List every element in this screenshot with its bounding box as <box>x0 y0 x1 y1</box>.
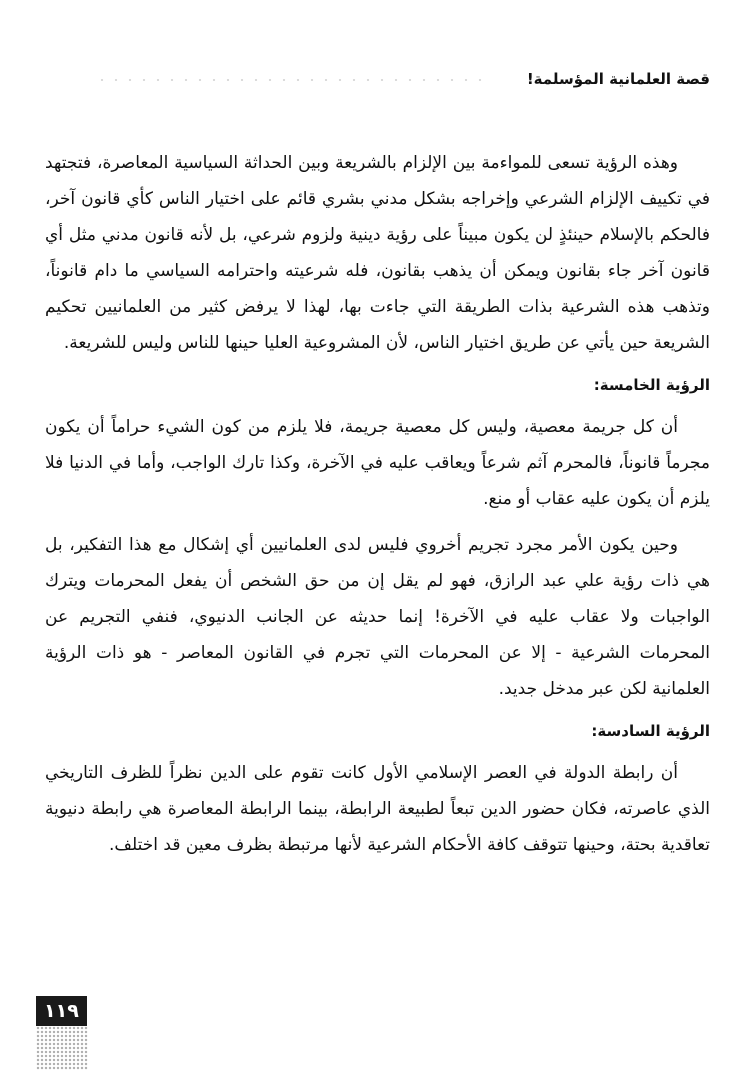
page-number-badge: ١١٩ <box>36 996 87 1026</box>
section-heading-sixth-view: الرؤية السادسة: <box>591 722 710 740</box>
section-heading-fifth-view: الرؤية الخامسة: <box>593 376 710 394</box>
page-body <box>45 145 710 863</box>
paragraph-3: وحين يكون الأمر مجرد تجريم أخروي فليس لدى العلمانيين أي إشكال مع هذا التفكير، بل هي ذات رؤية علي عبد الرازق، فهو لم يقل إن من حق الشخص أن يفعل المحرمات ويترك الواجبات ولا عقاب عليه في الآخرة! إنما حديثه عن الجانب الدنيوي، فنفي التجريم عن المحرمات الشرعية - إلا عن المحرمات التي تجرم في القانون المعاصر - هو ذات الرؤية العلمانية لكن عبر مدخل جديد. <box>45 535 710 699</box>
running-header-title: قصة العلمانية المؤسلمة! <box>526 70 710 88</box>
page-number-decorative-pattern <box>36 1026 88 1070</box>
header-decorative-rule <box>95 79 490 81</box>
paragraph-1: وهذه الرؤية تسعى للمواءمة بين الإلزام بالشريعة وبين الحداثة السياسية المعاصرة، فتجتهد في تكييف الإلزام الشرعي وإخراجه بشكل مدني بشري قائم على اختيار الناس كأي قانون آخر، فالحكم بالإسلام حينئذٍ لن يكون مبيناً على رؤية دينية ولزوم شرعي، بل لأنه قانون مدني مثل أي قانون آخر جاء بقانون ويمكن أن يذهب بقانون، فله شرعيته واحترامه السياسي ما دام قانوناً، وتذهب هذه الشرعية بذات الطريقة التي جاءت بها، لهذا لا يرفض كثير من العلمانيين تحكيم الشريعة حين يأتي عن طريق اختيار الناس، لأن المشروعية العليا حينها للناس وليس للشريعة. <box>45 153 710 353</box>
paragraph-2: أن كل جريمة معصية، وليس كل معصية جريمة، فلا يلزم من كون الشيء حراماً أن يكون مجرماً قانوناً، فالمحرم آثم شرعاً ويعاقب عليه في الآخرة، وكذا تارك الواجب، وأما في الدنيا فلا يلزم أن يكون عليه عقاب أو منع. <box>45 417 710 509</box>
paragraph-4: أن رابطة الدولة في العصر الإسلامي الأول كانت تقوم على الدين نظراً للظرف التاريخي الذي عاصرته، فكان حضور الدين تبعاً لطبيعة الرابطة، بينما الرابطة المعاصرة هي رابطة دنيوية تعاقدية بحتة، وحينها تتوقف كافة الأحكام الشرعية لأنها مرتبطة بظرف معين قد اختلف. <box>45 763 710 855</box>
